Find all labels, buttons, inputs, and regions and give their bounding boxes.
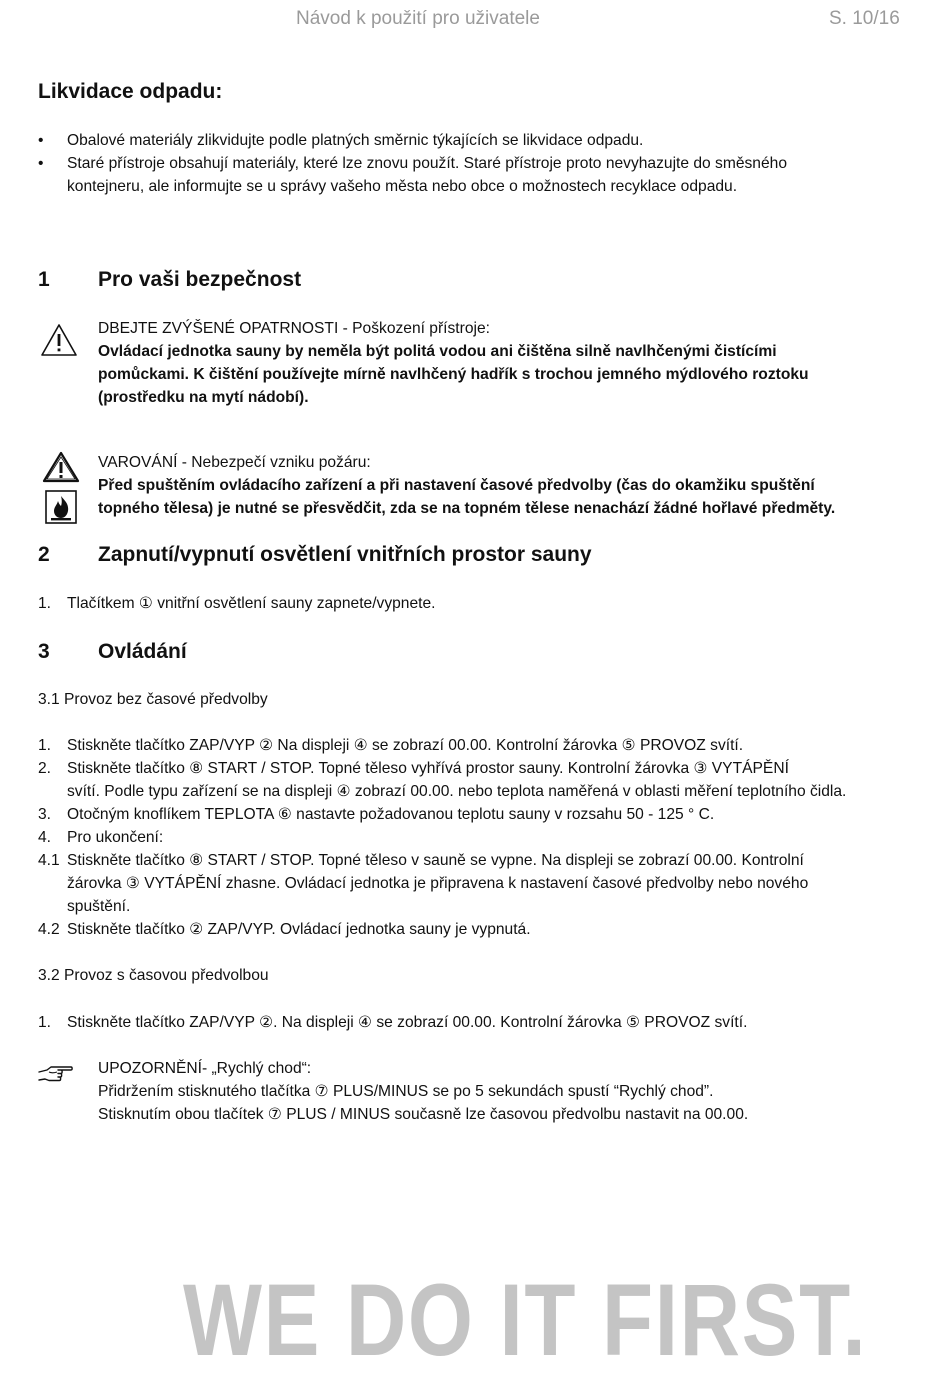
caution-text-line: Ovládací jednotka sauny by neměla být politá vodou ani čištěna silně navlhčenými čistícími	[98, 343, 777, 360]
note-text-line: Stisknutím obou tlačítek ⑦ PLUS / MINUS současně lze časovou předvolbu nastavit na 00.00.	[98, 1106, 749, 1123]
footer-slogan: WE DO IT FIRST.	[183, 1263, 868, 1377]
step-number: 2.	[38, 760, 52, 777]
document-title: Návod k použití pro uživatele	[296, 8, 540, 29]
caution-title: DBEJTE ZVÝŠENÉ OPATRNOSTI - Poškození přístroje:	[98, 320, 490, 337]
waste-bullet-2-line-2: kontejneru, ale informujte se u správy vašeho města nebo obce o možnostech recyklace odpadu.	[67, 178, 738, 195]
section-1-number: 1	[38, 268, 50, 291]
note-title: UPOZORNĚNÍ- „Rychlý chod“:	[98, 1060, 312, 1077]
step-text: Otočným knoflíkem TEPLOTA ⑥ nastavte požadovanou teplotu sauny v rozsahu 50 - 125 ° C.	[67, 806, 715, 823]
step-text: Stiskněte tlačítko ⑧ START / STOP. Topné těleso v sauně se vypne. Na displeji se zobrazí 00.00. Kontrolní	[67, 852, 804, 869]
warning-title: VAROVÁNÍ - Nebezpečí vzniku požáru:	[98, 454, 371, 471]
step-text: svítí. Podle typu zařízení se na displeji ④ zobrazí 00.00. nebo teplota naměřená v oblasti měření teplotního čidla.	[67, 783, 847, 800]
step-text: spuštění.	[67, 898, 131, 915]
section-3-title: Ovládání	[98, 640, 187, 663]
warning-triangle-icon	[42, 451, 80, 483]
step-number: 1.	[38, 737, 52, 754]
step-number: 4.2	[38, 921, 60, 938]
section-1-title: Pro vaši bezpečnost	[98, 268, 302, 291]
pointing-hand-icon	[37, 1064, 73, 1086]
subsection-3-1-title: 3.1 Provoz bez časové předvolby	[38, 691, 268, 708]
waste-bullet-2-line-1: Staré přístroje obsahují materiály, které lze znovu použít. Staré přístroje proto nevyhazujte do směsného	[67, 155, 787, 172]
step-number: 4.1	[38, 852, 60, 869]
step-text: Stiskněte tlačítko ZAP/VYP ②. Na displeji ④ se zobrazí 00.00. Kontrolní žárovka ⑤ PROVOZ svítí.	[67, 1014, 748, 1031]
note-text-line: Přidržením stisknutého tlačítka ⑦ PLUS/MINUS se po 5 sekundách spustí “Rychlý chod”.	[98, 1083, 714, 1100]
bullet-marker: •	[38, 155, 44, 172]
flammable-icon	[45, 490, 77, 524]
step-number: 4.	[38, 829, 52, 846]
section-2-number: 2	[38, 543, 50, 566]
step-text: žárovka ③ VYTÁPĚNÍ zhasne. Ovládací jednotka je připravena k nastavení časové předvolby nebo nového	[67, 875, 809, 892]
step-text: Pro ukončení:	[67, 829, 164, 846]
step-text: Stiskněte tlačítko ZAP/VYP ② Na displeji ④ se zobrazí 00.00. Kontrolní žárovka ⑤ PROVOZ svítí.	[67, 737, 744, 754]
step-text: Stiskněte tlačítko ② ZAP/VYP. Ovládací jednotka sauny je vypnutá.	[67, 921, 531, 938]
step-number: 3.	[38, 806, 52, 823]
waste-heading: Likvidace odpadu:	[38, 80, 223, 103]
step-text: Stiskněte tlačítko ⑧ START / STOP. Topné těleso vyhřívá prostor sauny. Kontrolní žárovka ③ VYTÁPĚNÍ	[67, 760, 789, 777]
page-number: S. 10/16	[829, 8, 900, 29]
section-3-number: 3	[38, 640, 50, 663]
step-text: Tlačítkem ① vnitřní osvětlení sauny zapnete/vypnete.	[67, 595, 436, 612]
step-number: 1.	[38, 1014, 52, 1031]
subsection-3-2-title: 3.2 Provoz s časovou předvolbou	[38, 967, 269, 984]
warning-text-line: Před spuštěním ovládacího zařízení a při nastavení časové předvolby (čas do okamžiku spuštění	[98, 477, 815, 494]
warning-text-line: topného tělesa) je nutné se přesvědčit, zda se na topném tělese nenachází žádné hořlavé předměty.	[98, 500, 836, 517]
bullet-marker: •	[38, 132, 44, 149]
caution-text-line: pomůckami. K čištění používejte mírně navlhčený hadřík s trochou jemného mýdlového roztoku	[98, 366, 809, 383]
waste-bullet-1: Obalové materiály zlikvidujte podle platných směrnic týkajících se likvidace odpadu.	[67, 132, 644, 149]
step-number: 1.	[38, 595, 52, 612]
caution-text-line: (prostředku na mytí nádobí).	[98, 389, 309, 406]
section-2-title: Zapnutí/vypnutí osvětlení vnitřních prostor sauny	[98, 543, 592, 566]
warning-triangle-icon	[40, 323, 78, 357]
